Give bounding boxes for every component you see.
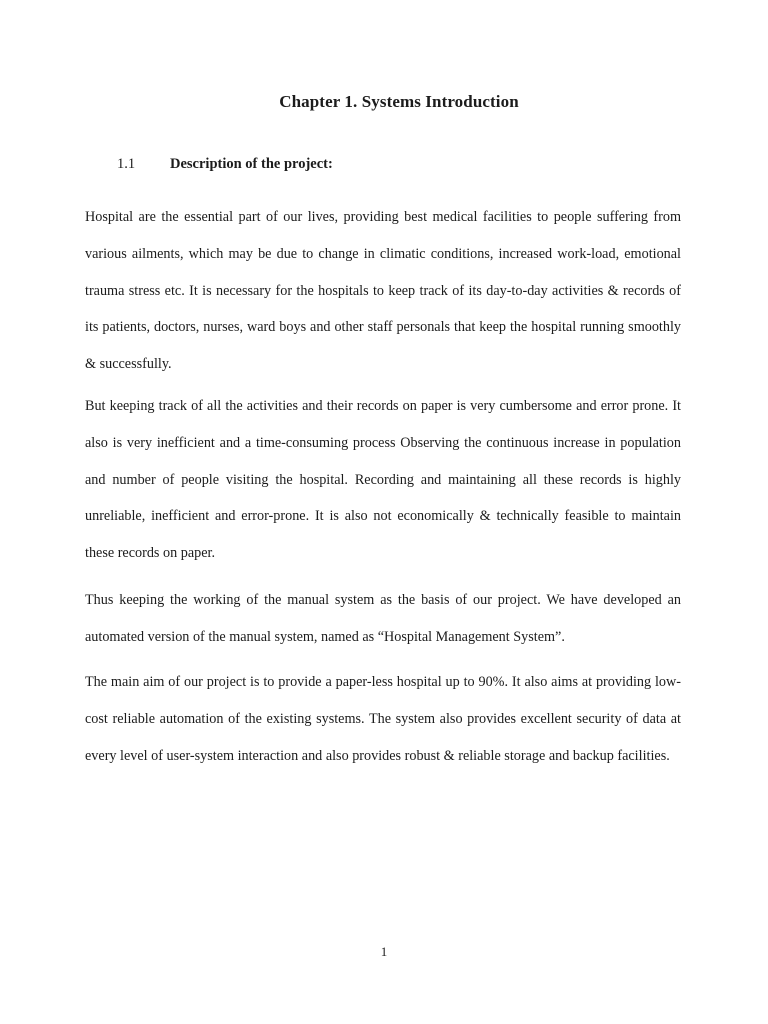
chapter-title: Chapter 1. Systems Introduction (279, 92, 519, 111)
paragraph-paper-records-problem: But keeping track of all the activities and their records on paper is very cumbersome and error prone. It also is very inefficient and a time-consuming process Observing the continuous increase in population and number of people visiting the hospital. Recording and maintaining all these records is highly unreliable, inefficient and error-prone. It is also not economically & technically feasible to maintain these records on paper. (85, 398, 681, 562)
paragraph-automated-version: Thus keeping the working of the manual system as the basis of our project. We have developed an automated version of the manual system, named as “Hospital Management System”. (85, 592, 681, 645)
paragraph-hospital-intro: Hospital are the essential part of our lives, providing best medical facilities to people suffering from various ailments, which may be due to change in climatic conditions, increased work-load, emotional trauma stress etc. It is necessary for the hospitals to keep track of its day-to-day activities & records of its patients, doctors, nurses, ward boys and other staff personals that keep the hospital running smoothly & successfully. (85, 209, 681, 373)
paragraph-project-aim: The main aim of our project is to provide a paper-less hospital up to 90%. It also aims at providing low-cost reliable automation of the existing systems. The system also provides excellent security of data at every level of user-system interaction and also provides robust & reliable storage and backup facilities. (85, 674, 681, 764)
page-number: 1 (380, 944, 388, 959)
section-heading (117, 156, 333, 173)
section-number: 1.1 (117, 156, 136, 172)
section-title: Description of the project: (170, 156, 333, 172)
